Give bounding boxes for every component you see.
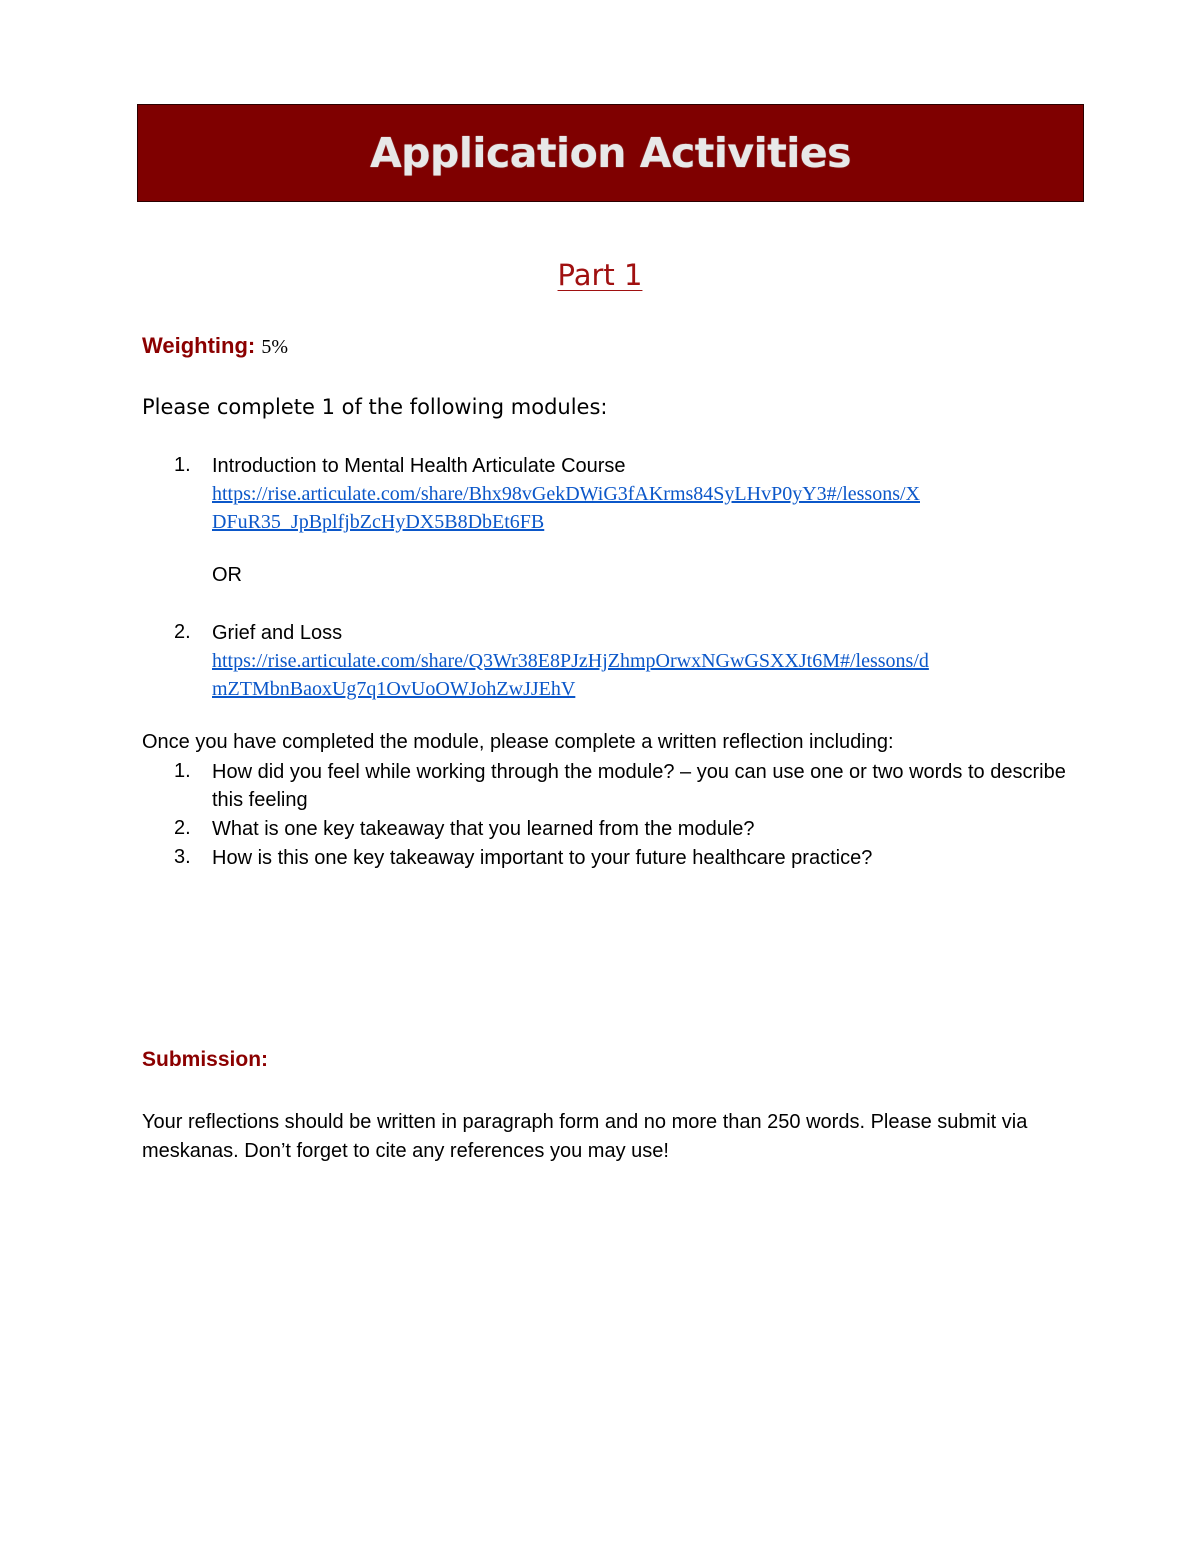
module-link-line2[interactable]: DFuR35_JpBplfjbZcHyDX5B8DbEt6FB — [212, 511, 545, 533]
module-link-line2[interactable]: mZTMbnBaoxUg7q1OvUoOWJohZwJJEhV — [212, 678, 576, 700]
part-heading — [0, 258, 1200, 292]
title-banner — [137, 104, 1084, 202]
part-heading-text: Part 1 — [557, 258, 643, 292]
or-separator: OR — [212, 564, 242, 586]
module-link-mental-health[interactable] — [212, 483, 920, 533]
module-title: Introduction to Mental Health Articulate Course — [212, 455, 626, 477]
module-number: 1. — [174, 454, 191, 476]
question-item: How is this one key takeaway important to your future healthcare practice? — [212, 847, 873, 869]
module-number: 2. — [174, 621, 191, 643]
question-number: 3. — [174, 846, 191, 868]
weighting-label: Weighting: — [142, 333, 256, 358]
question-item: How did you feel while working through the module? – you can use one or two words to describe this feeling — [212, 761, 1066, 811]
reflection-intro: Once you have completed the module, please complete a written reflection including: — [142, 731, 894, 753]
question-item: What is one key takeaway that you learned from the module? — [212, 818, 755, 840]
submission-label: Submission: — [142, 1048, 269, 1071]
module-link-grief-loss[interactable] — [212, 650, 929, 700]
module-title: Grief and Loss — [212, 622, 343, 644]
module-item-mental-health — [212, 452, 920, 536]
question-number: 2. — [174, 817, 191, 839]
module-link-line1[interactable]: https://rise.articulate.com/share/Q3Wr38E8PJzHjZhmpOrwxNGwGSXXJt6M#/lessons/d — [212, 650, 929, 672]
module-link-line1[interactable]: https://rise.articulate.com/share/Bhx98vGekDWiG3fAKrms84SyLHvP0yY3#/lessons/X — [212, 483, 920, 505]
question-number: 1. — [174, 760, 191, 782]
weighting-value: 5% — [261, 336, 289, 358]
module-item-grief-loss — [212, 619, 929, 703]
submission-text: Your reflections should be written in paragraph form and no more than 250 words. Please submit via meskanas. Don’t forget to cite any references you may use! — [142, 1111, 1028, 1162]
instruction-text: Please complete 1 of the following modules: — [142, 395, 608, 419]
weighting-line — [142, 333, 288, 359]
page-title: Application Activities — [369, 129, 852, 177]
